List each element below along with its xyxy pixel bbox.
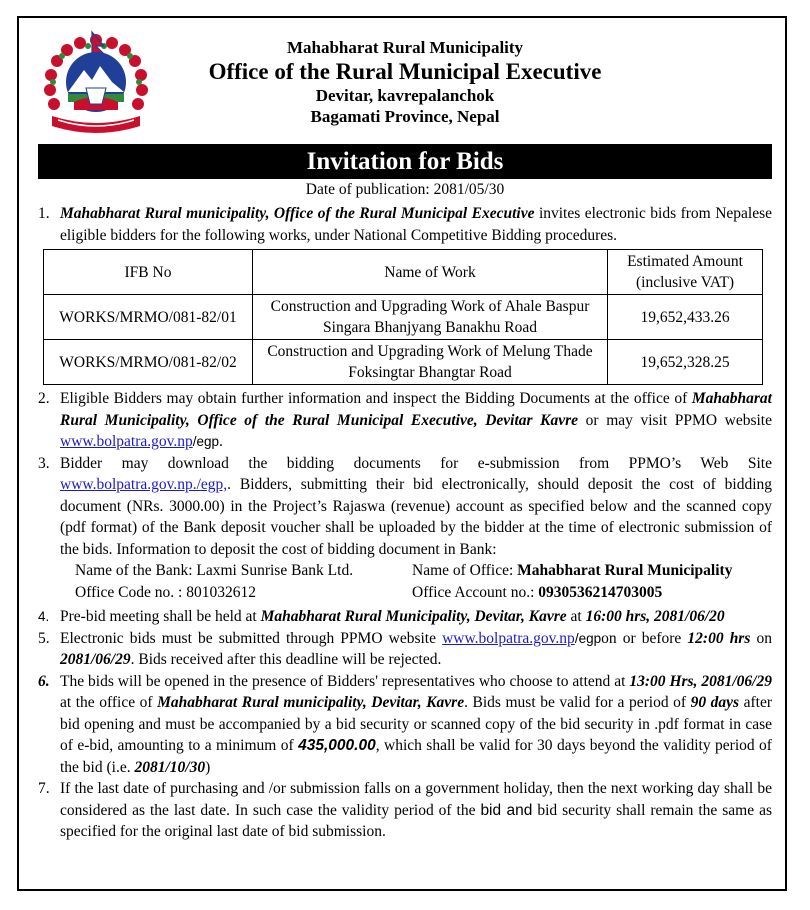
office-account-field: Office Account no.: 0930536214703005	[412, 583, 663, 601]
table-row	[44, 340, 763, 385]
ifb-number: WORKS/MRMO/081-82/01	[44, 295, 253, 340]
bank-name: Name of the Bank: Laxmi Sunrise Bank Ltd.	[75, 562, 354, 579]
list-item-1: 1. Mahabharat Rural municipality, Office of the Rural Municipal Executive invites electronic bids from Nepalese eligible bidders for the following works, under National Competitive Bidding procedures.	[38, 205, 772, 244]
column-header-amount: Estimated Amount (inclusive VAT)	[608, 250, 763, 295]
office-code: Office Code no. : 801032612	[75, 583, 256, 601]
publication-date: Date of publication: 2081/05/30	[305, 181, 505, 198]
table-header-row	[44, 250, 763, 295]
office-name: Office of the Rural Municipal Executive	[208, 59, 602, 84]
list-item-4: 4. Pre-bid meeting shall be held at Mahabharat Rural Municipality, Devitar, Kavre at 16:00 hrs, 2081/06/20	[38, 608, 725, 625]
bolpatra-link[interactable]: www.bolpatra.gov.np	[60, 433, 193, 450]
table-row	[44, 295, 763, 340]
list-item-3: 3. Bidder may download the bidding documents for e-submission from PPMO’s Web Site www.bolpatra.gov.np./egp,. Bidders, submitting their bid electronically, should deposit the cost of bidding document (NRs. 3000.00) in the Project’s Rajaswa (revenue) account as specified below and the scanned copy (pdf format) of the Bank deposit voucher shall be uploaded by the bidder at the time of electronic submission of the bids. Information to deposit the cost of bidding document in Bank:	[38, 454, 772, 558]
estimated-amount: 19,652,433.26	[608, 295, 763, 340]
office-header	[160, 38, 650, 127]
bids-table	[43, 249, 763, 385]
work-name: Construction and Upgrading Work of Melung Thade Foksingtar Bhangtar Road	[253, 340, 608, 385]
page-title-banner: Invitation for Bids	[38, 144, 772, 179]
list-item-2: 2. Eligible Bidders may obtain further information and inspect the Bidding Documents at the office of Mahabharat Rural Municipality, Office of the Rural Municipal Executive, Devitar Kavre or may visit PPMO website www.bolpatra.gov.np/egp.	[38, 390, 772, 450]
office-name-field: Name of Office: Mahabharat Rural Municipality	[412, 562, 733, 579]
estimated-amount: 19,652,328.25	[608, 340, 763, 385]
bank-details	[38, 560, 772, 603]
list-item-6: 6. The bids will be opened in the presence of Bidders' representatives who choose to attend at 13:00 Hrs, 2081/06/29 at the office of Mahabharat Rural municipality, Devitar, Kavre. Bids must be valid for a period of 90 days after bid opening and must be accompanied by a bid security or scanned copy of the bid security in .pdf format in case of e-bid, amounting to a minimum of 435,000.00, which shall be valid for 30 days beyond the validity period of the bid (i.e. 2081/10/30)	[38, 672, 772, 776]
bolpatra-link[interactable]: www.bolpatra.gov.np	[442, 629, 575, 647]
work-name: Construction and Upgrading Work of Ahale Baspur Singara Bhanjyang Banakhu Road	[253, 295, 608, 340]
column-header-ifb: IFB No	[44, 250, 253, 295]
column-header-work: Name of Work	[253, 250, 608, 295]
office-address: Devitar, kavrepalanchok	[315, 86, 495, 105]
nepal-emblem-icon	[40, 30, 152, 142]
notice-body	[38, 203, 772, 843]
bolpatra-egp-link[interactable]: www.bolpatra.gov.np./egp,	[60, 476, 228, 493]
list-item-7: 7. If the last date of purchasing and /or submission falls on a government holiday, then the next working day shall be considered as the last date. In such case the validity period of the bid and bid security shall remain the same as specified for the original last date of bid submission.	[38, 780, 772, 840]
office-province: Bagamati Province, Nepal	[310, 107, 500, 126]
ifb-number: WORKS/MRMO/081-82/02	[44, 340, 253, 385]
list-item-5: 5. Electronic bids must be submitted through PPMO website www.bolpatra.gov.np/egpon or before 12:00 hrs on 2081/06/29. Bids received after this deadline will be rejected.	[38, 629, 772, 668]
municipality-name: Mahabharat Rural Municipality	[286, 38, 524, 57]
